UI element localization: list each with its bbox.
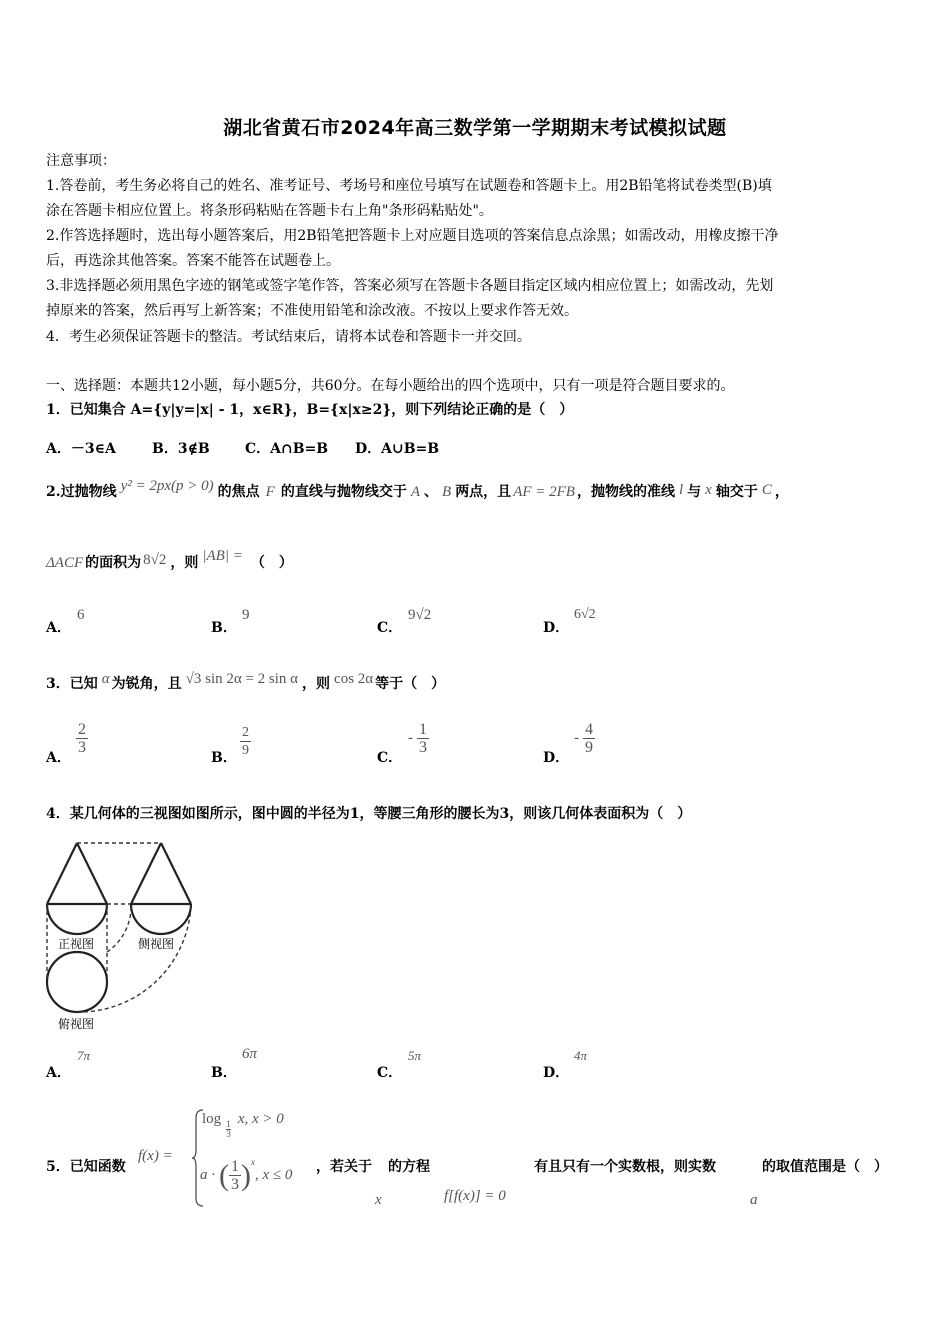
q5-text: 的方程 [388, 1159, 430, 1175]
fraction [583, 721, 595, 756]
q2-text: （ ） [250, 555, 293, 571]
numerator: 4 [585, 721, 593, 738]
side-view-semicircle [131, 904, 191, 934]
q3-equation: √3 sin 2α = 2 sin α [185, 671, 299, 687]
exponent-x: x [251, 1156, 255, 1167]
q2-text: 、 [424, 484, 439, 500]
q2-directrix: l [678, 482, 684, 498]
front-view-semicircle [47, 904, 107, 934]
q2-ab-length: |AB| = [202, 548, 243, 564]
denominator: 3 [78, 739, 86, 756]
q2-option-b-label: B． [211, 620, 237, 636]
q2-option-a-label: A． [46, 620, 71, 636]
q3-option-d-value [574, 721, 595, 756]
minus-sign: - [574, 730, 579, 746]
q3-option-d-label: D． [543, 750, 570, 766]
fraction [417, 721, 429, 756]
q4-option-c-label: C． [377, 1065, 403, 1081]
denominator: 3 [231, 1176, 239, 1193]
question-4-stem: 4．某几何体的三视图如图所示，图中圆的半径为1，等腰三角形的腰长为3，则该几何体表面积为（ ） [46, 806, 692, 822]
q2-point-a: A [410, 484, 421, 500]
question-3-stem [46, 671, 446, 693]
q5-text: 有且只有一个实数根，则实数 [534, 1159, 716, 1175]
numerator: 1 [419, 721, 427, 738]
q5-var-a: a [750, 1192, 758, 1208]
q5-text: ，若关于 [316, 1159, 372, 1175]
q3-option-b-label: B． [211, 750, 237, 766]
question-2-stem [46, 478, 789, 501]
log-base-numerator: 1 [226, 1119, 231, 1129]
front-view-right-edge [77, 843, 107, 904]
q2-triangle: ΔACF [46, 555, 84, 571]
numerator: 1 [231, 1158, 239, 1175]
q3-option-c-value [408, 721, 429, 756]
q2-text: 两点，且 [455, 484, 512, 500]
minus-sign: - [408, 730, 413, 746]
q2-axis-x: x [705, 482, 712, 498]
q2-text: ，则 [170, 555, 199, 571]
q3-text: 等于（ ） [375, 676, 446, 692]
q2-condition: AF = 2FB [513, 484, 575, 500]
q2-text: 的焦点 [217, 484, 260, 500]
q3-option-a-label: A． [46, 750, 71, 766]
q4-option-d-value: 4π [574, 1048, 588, 1063]
q1-option-c: C．A∩B=B [245, 441, 329, 457]
q3-cos: cos 2α [334, 671, 374, 687]
numerator: 2 [78, 721, 86, 738]
q4-option-c-value: 5π [408, 1048, 422, 1063]
q2-text: 与 [687, 484, 702, 500]
q5-case-1 [202, 1108, 284, 1139]
q2-option-c-value: 9√2 [408, 607, 432, 623]
q2-text: 2.过抛物线 [46, 484, 117, 500]
front-view-label: 正视图 [58, 937, 95, 951]
q3-option-b-value [240, 724, 251, 759]
q5-text: 的取值范围是（ ） [762, 1159, 888, 1175]
q2-text: 的直线与抛物线交于 [280, 484, 407, 500]
coefficient-a: a · [200, 1167, 215, 1183]
q2-focus: F [265, 484, 275, 500]
q5-var-x: x [375, 1192, 382, 1208]
case-2-rest: , x ≤ 0 [255, 1167, 293, 1183]
side-view-label: 侧视图 [138, 937, 175, 951]
log-base-denominator: 3 [226, 1129, 231, 1139]
fraction [229, 1158, 241, 1193]
q4-option-a-value: 7π [77, 1048, 91, 1063]
q2-option-b-value: 9 [242, 607, 250, 623]
q5-text: 5．已知函数 [46, 1159, 126, 1175]
q2-option-c-label: C． [377, 620, 403, 636]
q5-case-2 [200, 1158, 292, 1193]
q2-text: ， [774, 484, 789, 500]
side-view-left-edge [131, 843, 161, 904]
q3-text: 3．已知 [46, 676, 98, 692]
section-heading: 一、选择题：本题共12小题，每小题5分，共60分。在每小题给出的四个选项中，只有一项是符合题目要求的。 [46, 378, 735, 394]
notice-line: 后，再选涂其他答案。答案不能答在试题卷上。 [46, 253, 340, 269]
q2-parabola-eq: y² = 2px(p > 0) [120, 478, 214, 494]
page-title: 湖北省黄石市2024年高三数学第一学期期末考试模拟试题 [223, 117, 727, 139]
front-view-left-edge [47, 843, 77, 904]
q2-option-a-value: 6 [77, 607, 85, 623]
side-view-right-edge [161, 843, 191, 904]
left-paren: ( [219, 1158, 229, 1192]
q4-option-b-value: 6π [242, 1046, 258, 1062]
notice-line: 3.非选择题必须用黑色字迹的钢笔或签字笔作答，答案必须写在答题卡各题目指定区域内相应位置上；如需改动，先划 [46, 278, 774, 294]
denominator: 3 [419, 739, 427, 756]
q5-equation: f[f(x)] = 0 [444, 1188, 506, 1204]
q4-option-d-label: D． [543, 1065, 570, 1081]
notice-line: 2.作答选择题时，选出每小题答案后，用2B铅笔把答题卡上对应题目选项的答案信息点涂黑；如需改动，用橡皮擦干净 [46, 228, 779, 244]
q2-area: 8√2 [143, 552, 167, 568]
question-1-stem: 1．已知集合 A={y|y=|x| - 1，x∈R}，B={x|x≥2}，则下列结论正确的是（ ） [46, 402, 574, 418]
q3-alpha: α [101, 671, 110, 687]
q2-point-b: B [442, 484, 452, 500]
q3-text: 为锐角，且 [111, 676, 182, 692]
log-symbol: log [202, 1111, 222, 1127]
q2-option-d-label: D． [543, 620, 570, 636]
top-view-label: 俯视图 [58, 1017, 95, 1031]
numerator: 2 [242, 725, 249, 740]
fraction [240, 724, 251, 759]
q2-text: 的面积为 [85, 555, 142, 571]
q2-point-c: C [761, 482, 772, 498]
q1-option-a: A．－3∈A [46, 441, 116, 457]
right-paren: ) [241, 1158, 251, 1192]
log-base [226, 1120, 231, 1139]
notice-line: 4．考生必须保证答题卡的整洁。考试结束后，请将本试卷和答题卡一并交回。 [46, 329, 531, 345]
notice-heading: 注意事项： [46, 153, 116, 169]
q3-option-a-value [76, 721, 88, 756]
q4-option-b-label: B． [211, 1065, 237, 1081]
notice-line: 1.答卷前，考生务必将自己的姓名、准考证号、考场号和座位号填写在试题卷和答题卡上。用2B铅笔将试卷类型(B)填 [46, 178, 772, 194]
log-rest: x, x > 0 [237, 1111, 284, 1127]
denominator: 9 [585, 739, 593, 756]
q5-function-name: f(x) = [138, 1148, 173, 1164]
q1-option-b: B．3∉B [152, 441, 210, 457]
denominator: 9 [242, 743, 249, 758]
q1-option-d: D．A∪B=B [355, 441, 440, 457]
question-2-stem-cont [46, 548, 293, 572]
top-view-circle [47, 952, 107, 1012]
three-view-figure [42, 838, 192, 1034]
q2-text: 轴交于 [715, 484, 758, 500]
notice-line: 掉原来的答案，然后再写上新答案；不准使用铅笔和涂改液。不按以上要求作答无效。 [46, 303, 578, 319]
projection-arc [107, 904, 131, 952]
fraction [76, 721, 88, 756]
q4-option-a-label: A． [46, 1065, 71, 1081]
q2-text: ，抛物线的准线 [576, 484, 675, 500]
q2-option-d-value: 6√2 [574, 607, 596, 622]
q3-option-c-label: C． [377, 750, 403, 766]
notice-line: 涂在答题卡相应位置上。将条形码粘贴在答题卡右上角"条形码粘贴处"。 [46, 203, 493, 219]
q3-text: ，则 [302, 676, 331, 692]
